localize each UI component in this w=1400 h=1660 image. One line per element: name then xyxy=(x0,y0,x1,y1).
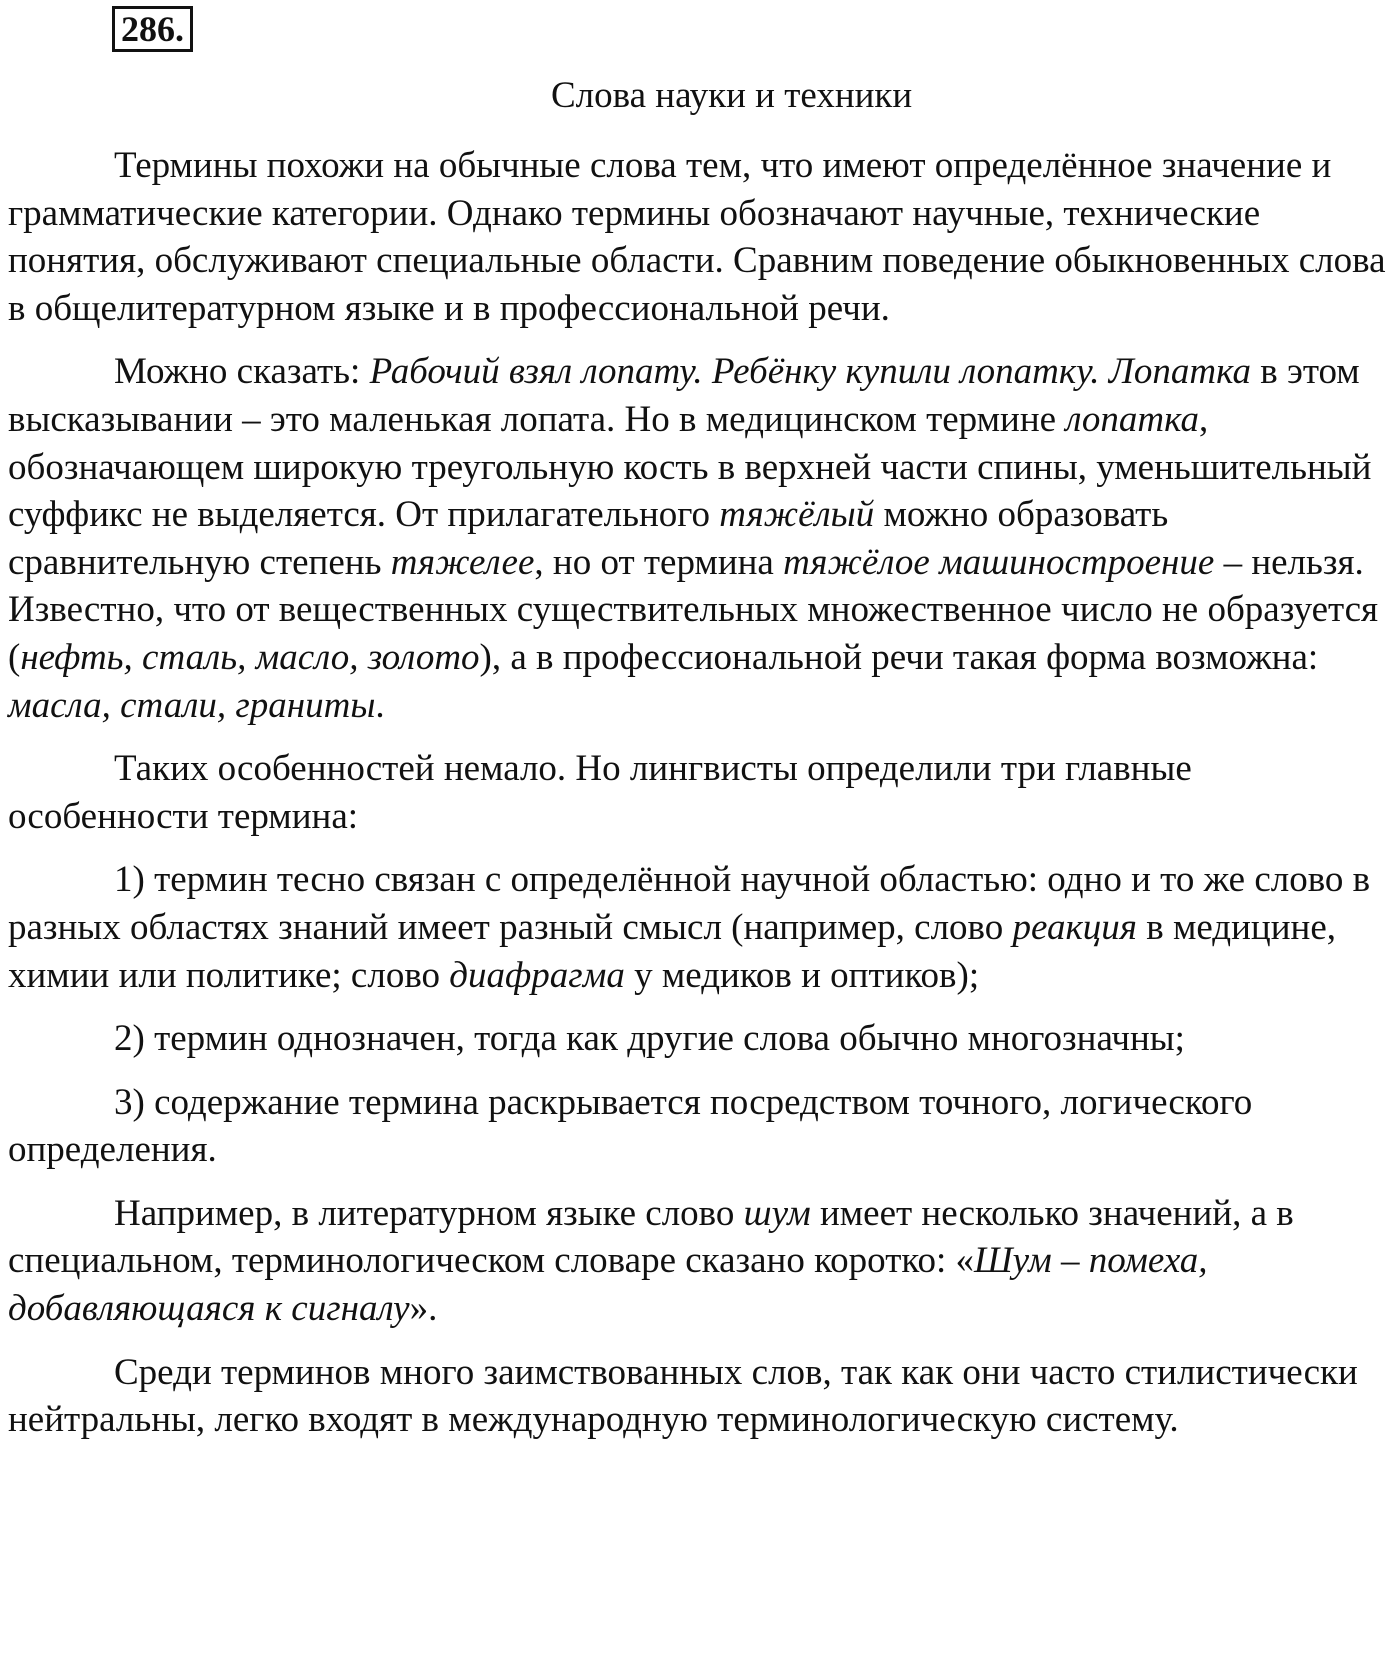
paragraph-borrowed xyxy=(8,1349,1392,1444)
text-segment: в медицине, химии или политике; слово xyxy=(8,906,1336,996)
page-title: Слова науки и техники xyxy=(551,75,913,116)
italic-term: тяжелее xyxy=(390,541,535,583)
exercise-number: 286. xyxy=(112,6,193,52)
text-segment: имеет несколько значений, а в специальном, терминологическом словаре сказано коротко: « xyxy=(8,1192,1294,1282)
text-segment: – нельзя. Известно, что от вещественных существительных множественное число не образуется ( xyxy=(8,541,1379,678)
text-segment: Таких особенностей немало. Но лингвисты определили три главные особенности термина: xyxy=(8,748,1192,837)
paragraph-examples xyxy=(8,348,1392,729)
italic-term: реакция xyxy=(1012,906,1137,948)
text-segment: ». xyxy=(409,1288,438,1330)
document-body xyxy=(8,142,1392,1444)
italic-term: Рабочий взял лопату. Ребёнку купили лопатку. Лопатка xyxy=(369,351,1251,393)
text-segment: Термины похожи на обычные слова тем, что имеют определённое значение и грамматические категории. Однако термины обозначают научные, технические понятия, обслуживают специальные области. Сравним поведение обыкновенных слова в общелитературном языке и в профессиональной речи. xyxy=(8,145,1386,329)
text-segment: 2) термин однозначен, тогда как другие слова обычно многозначны; xyxy=(114,1018,1185,1060)
paragraph-features-intro xyxy=(8,745,1392,840)
text-segment: у медиков и оптиков); xyxy=(624,954,980,996)
italic-term: тяжёлое машиностроение xyxy=(783,541,1215,583)
text-segment: Можно сказать: xyxy=(114,351,370,393)
paragraph-intro xyxy=(8,142,1392,332)
paragraph-feature-3 xyxy=(8,1079,1392,1174)
italic-term: тяжёлый xyxy=(719,494,875,536)
italic-term: масла, стали, граниты xyxy=(8,684,376,726)
text-segment: 1) термин тесно связан с определённой научной областью: одно и то же слово в разных областях знаний имеет разный смысл (например, слово xyxy=(8,859,1371,948)
text-segment: , обозначающем широкую треугольную кость в верхней части спины, уменьшительный суффикс не выделяется. От прилагательного xyxy=(8,398,1372,536)
text-segment: 3) содержание термина раскрывается посредством точного, логического определения. xyxy=(8,1081,1253,1171)
text-segment: Среди терминов много заимствованных слов, так как они часто стилистически нейтральны, легко входят в международную терминологическую систему. xyxy=(8,1351,1358,1441)
italic-term: диафрагма xyxy=(449,954,625,996)
text-segment: ), а в профессиональной речи такая форма возможна: xyxy=(479,636,1319,678)
italic-term: Шум – помеха, добавляющаяся к сигналу xyxy=(8,1240,1208,1330)
text-segment: можно образовать сравнительную степень xyxy=(8,494,1169,583)
italic-term: шум xyxy=(743,1192,811,1234)
italic-term: лопатка xyxy=(1065,398,1200,440)
paragraph-feature-2 xyxy=(8,1015,1392,1063)
paragraph-feature-1 xyxy=(8,856,1392,999)
text-segment: . xyxy=(375,684,385,726)
paragraph-noise-example xyxy=(8,1190,1392,1333)
text-segment: в этом высказывании – это маленькая лопата. Но в медицинском термине xyxy=(8,351,1360,440)
text-segment: Например, в литературном языке слово xyxy=(114,1192,744,1234)
text-segment: , но от термина xyxy=(534,541,784,583)
italic-term: нефть, сталь, масло, золото xyxy=(20,636,480,678)
